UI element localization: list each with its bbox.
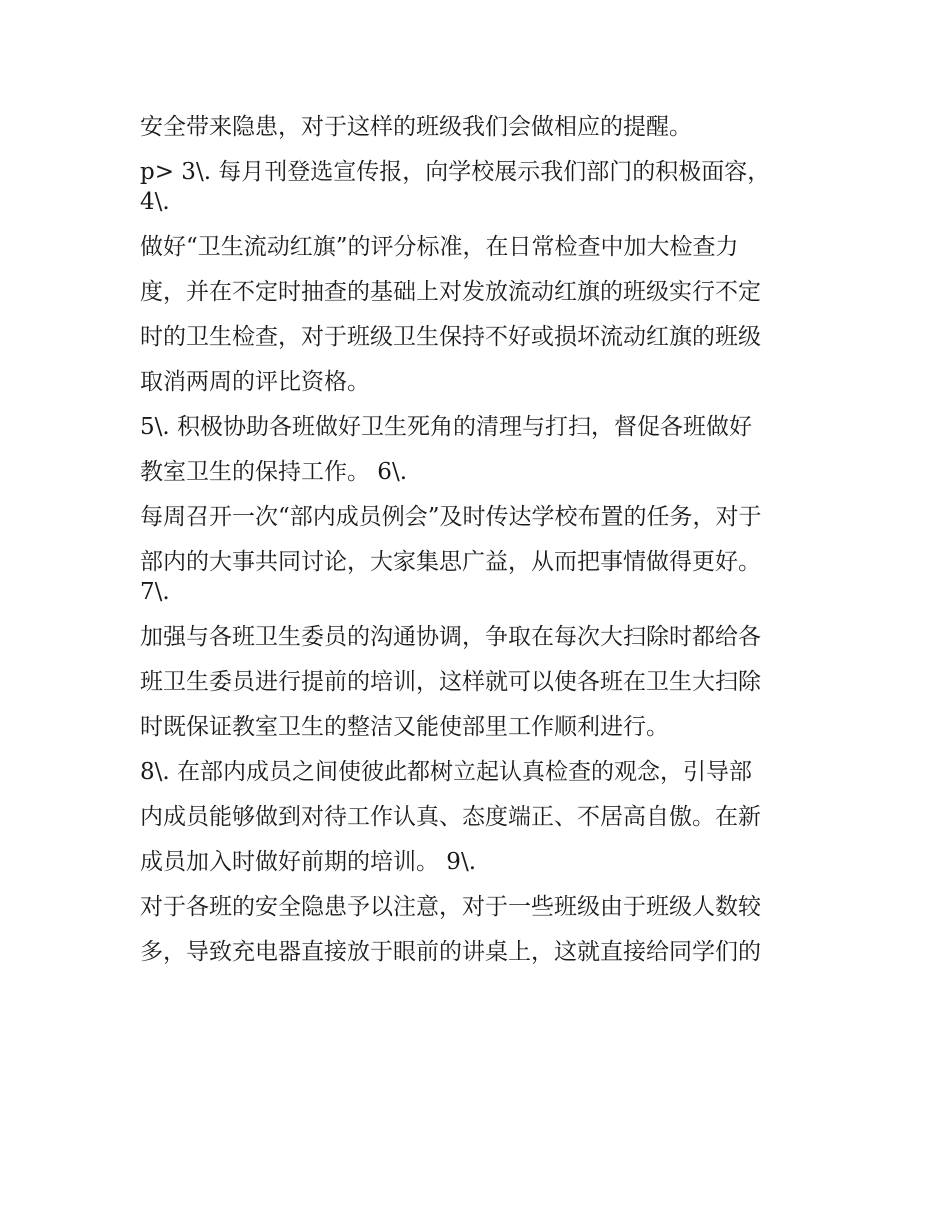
text-line: 做好“卫生流动红旗”的评分标准，在日常检查中加大检查力 — [140, 234, 739, 260]
text-line: 班卫生委员进行提前的培训，这样就可以使各班在卫生大扫除 — [140, 669, 761, 695]
document-body — [140, 108, 820, 971]
text-line: 5\. 积极协助各班做好卫生死角的清理与打扫，督促各班做好 — [140, 414, 753, 440]
text-line: 每周召开一次“部内成员例会”及时传达学校布置的任务，对于 — [140, 504, 762, 530]
text-line: p> 3\. 每月刊登选宣传报，向学校展示我们部门的积极面容， — [140, 159, 771, 185]
text-line: 安全带来隐患，对于这样的班级我们会做相应的提醒。 — [140, 114, 692, 140]
text-line: 成员加入时做好前期的培训。 9\. — [140, 849, 477, 875]
text-line: 度，并在不定时抽查的基础上对发放流动红旗的班级实行不定 — [140, 279, 761, 305]
text-line: 多，导致充电器直接放于眼前的讲桌上，这就直接给同学们的 — [140, 939, 761, 965]
text-line: 部内的大事共同讨论，大家集思广益，从而把事情做得更好。 — [140, 549, 761, 575]
text-line: 8\. 在部内成员之间使彼此都树立起认真检查的观念，引导部 — [140, 759, 753, 785]
text-line: 内成员能够做到对待工作认真、态度端正、不居高自傲。在新 — [140, 804, 761, 830]
text-line: 取消两周的评比资格。 — [140, 369, 370, 395]
text-line: 加强与各班卫生委员的沟通协调，争取在每次大扫除时都给各 — [140, 624, 761, 650]
text-line: 7\. — [140, 579, 170, 605]
text-line: 时既保证教室卫生的整洁又能使部里工作顺利进行。 — [140, 714, 669, 740]
text-line: 4\. — [140, 189, 170, 215]
text-line: 教室卫生的保持工作。 6\. — [140, 459, 408, 485]
text-line: 对于各班的安全隐患予以注意，对于一些班级由于班级人数较 — [140, 894, 761, 920]
text-line: 时的卫生检查，对于班级卫生保持不好或损坏流动红旗的班级 — [140, 324, 761, 350]
